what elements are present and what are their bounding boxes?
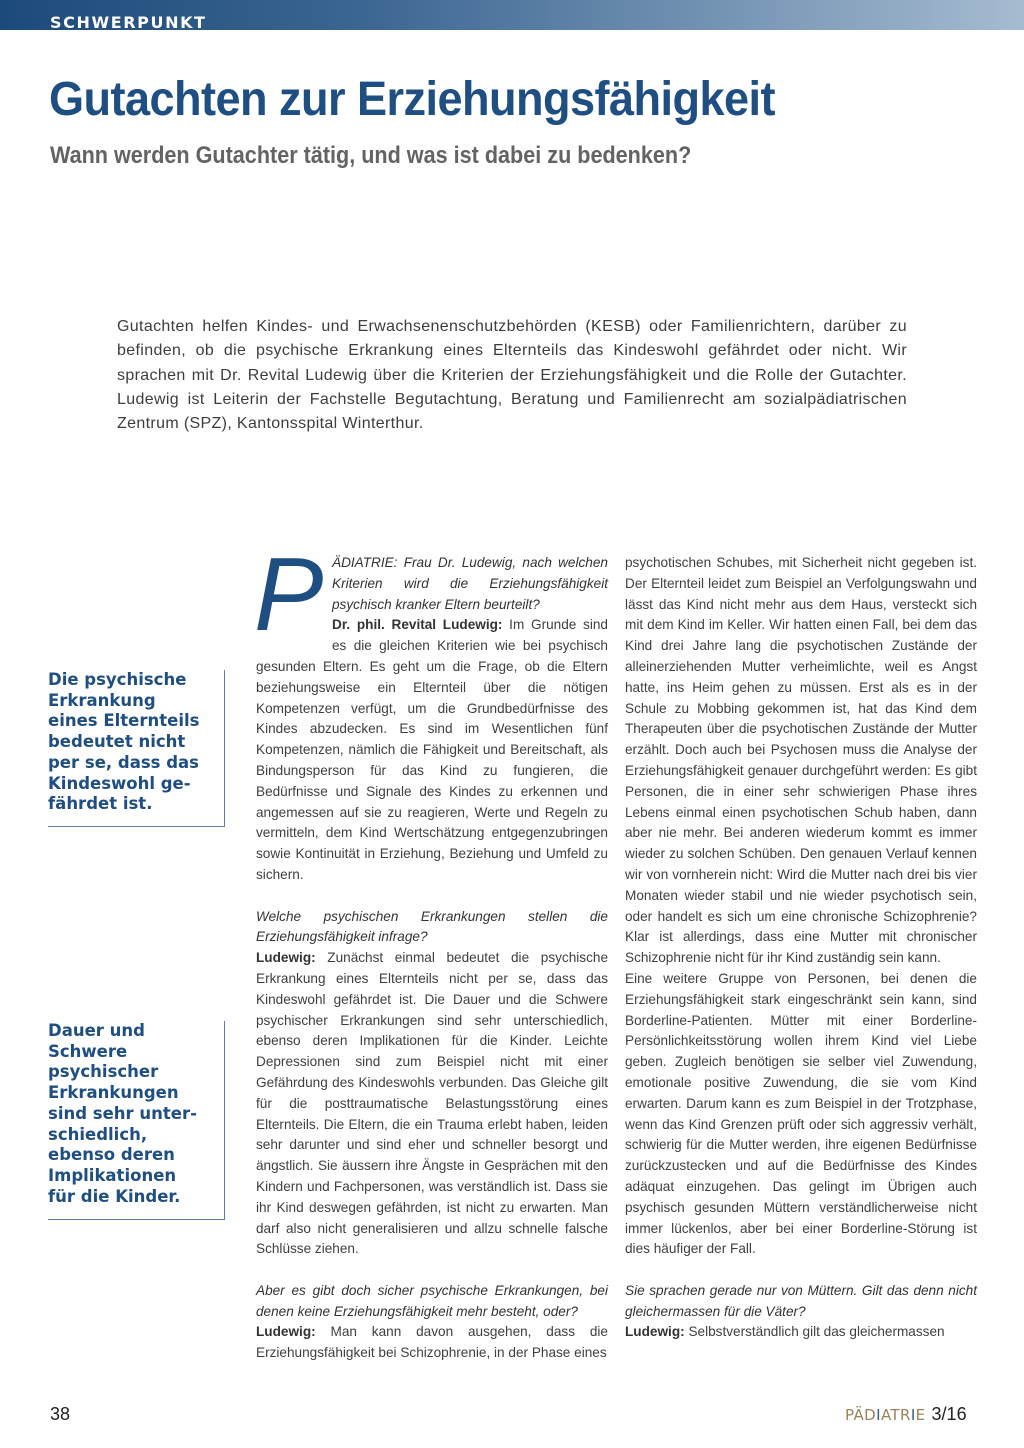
page-number: 38 xyxy=(50,1404,71,1424)
lead-paragraph: Gutachten helfen Kindes- und Erwachsenenschutzbehörden (KESB) oder Familienrichtern, darüber zu befinden, ob die psychische Erkrankung eines Elternteils das Kindeswohl gefährdet oder nicht. Wir sprachen mit Dr. Revital Ludewig über die Kriterien der Erziehungsfähigkeit und die Rolle der Gutachter. Ludewig ist Leiterin der Fachstelle Begutachtung, Beratung und Familienrecht am sozialpädiatrischen Zentrum (SPZ), Kantonsspital Winterthur. xyxy=(117,318,907,433)
speaker-label: Dr. phil. Revital Ludewig: xyxy=(332,617,503,633)
pull-quote-line: ebenso deren xyxy=(48,1145,175,1165)
answer-text: Zunächst einmal bedeutet die psychische Erkrankung eines Elternteils nicht per se, dass das Kindeswohl gefährdet ist. Die Dauer und die Schwere psychischer Erkrankungen sind sehr unterschiedlich, ebenso deren Implikationen für die Kinder. Leichte Depressionen sind zum Beispiel nicht mit einer Gefährdung des Kindeswohls verbunden. Das Gleiche gilt für die posttraumatische Belastungsstörung eines Elternteils. Die Eltern, die ein Trauma erlebt haben, leiden sehr darunter und sind eher und schneller besorgt und ängstlich. Sie äussern ihre Ängste in Gesprächen mit den Kindern und Fachpersonen, was verständlich ist. Dass sie ihr Kind deswegen gefährden, ist nicht zu erwarten. Man darf also nicht generalisieren und allzu schnelle falsche Schlüsse ziehen. xyxy=(256,950,608,1257)
pull-quote-line: für die Kinder. xyxy=(48,1186,181,1206)
brand-logo-part: ATR xyxy=(880,1406,911,1424)
interview-question: Welche psychischen Erkrankungen stellen die Erziehungsfähigkeit infrage? xyxy=(256,908,608,945)
interview-answer xyxy=(625,1322,977,1343)
drop-cap: P xyxy=(254,537,324,653)
brand-logo-part: E xyxy=(915,1406,926,1424)
answer-continuation: psychotischen Schubes, mit Sicherheit nicht gegeben ist. Der Elternteil leidet zum Beispiel an Verfolgungswahn und lässt das Kind nicht mehr aus dem Haus, versteckt sich mit dem Kind im Keller. Wir hatten einen Fall, bei dem das Kind drei Jahre lang die psychotischen Zustände der alleinerziehenden Mutter verheimlichte, weil es Angst hatte, ins Heim gehen zu müssen. Erst als es in der Schule zu Mobbing gekommen ist, hat das Kind dem Therapeuten über die psychotischen Zustände der Mutter erzählt. Doch auch bei Psychosen muss die Analyse der Erziehungsfähigkeit genauer durchgeführt werden: Es gibt Personen, die in einer sehr schwierigen Phase ihres Lebens einmal einen psychotischen Schub haben, dann aber nie mehr. Bei anderen wiederum kommt es immer wieder zu solchen Schüben. Den genauen Verlauf kennen wir von vornherein nicht: Wird die Mutter nach drei bis vier Monaten wieder stabil und nie wieder psychotisch sein, oder handelt es sich um eine chronische Schizophrenie? Klar ist allerdings, dass eine Mutter mit chronischer Schizophrenie nicht für ihr Kind zuständig sein kann. xyxy=(625,555,977,966)
answer-text: Im Grunde sind es die gleichen Kriterien wie bei psychisch gesunden Eltern. Es geht um die Frage, ob die Eltern beziehungsweise ein Elternteil über die nötigen Kompetenzen verfügt, um die Grundbedürfnisse des Kindes abzudecken. Es sind im Wesentlichen fünf Kompetenzen, nämlich die Fähigkeit und Bereitschaft, als Bindungsperson für das Kind zu fungieren, die Bedürfnisse und Signale des Kindes zu erkennen und angemessen auf sie zu reagieren, Werte und Regeln zu vermitteln, dem Kind Wertschätzung entgegenzubringen sowie Kontinuität in Erziehung, Beziehung und Umfeld zu sichern. xyxy=(256,617,608,882)
interview-question: Aber es gibt doch sicher psychische Erkrankungen, bei denen keine Erziehungsfähigkeit mehr besteht, oder? xyxy=(256,1282,608,1319)
interview-question: ÄDIATRIE: Frau Dr. Ludewig, nach welchen Kriterien wird die Erziehungsfähigkeit psychisch kranker Eltern beurteilt? xyxy=(332,555,608,612)
speaker-label: Ludewig: xyxy=(256,1324,316,1340)
pull-quote-line: Die psychische xyxy=(48,670,187,689)
pull-quote-line: schiedlich, xyxy=(48,1124,148,1144)
pull-quote-line: sind sehr unter- xyxy=(48,1103,197,1123)
pull-quote-line: Erkrankung xyxy=(48,690,156,710)
answer-paragraph: Eine weitere Gruppe von Personen, bei denen die Erziehungsfähigkeit stark eingeschränkt sein kann, sind Borderline-Patienten. Mütter mit einer Borderline-Persönlichkeitsstörung wollen ihrem Kind viel Liebe geben. Zugleich benötigen sie selber viel Zuwendung, emotionale positive Zuwendung, die sie vom Kind erwarten. Darum kann es zum Beispiel in der Trotzphase, wenn das Kind Grenzen prüft oder sich aggressiv verhält, schwierig für die Mutter werden, ihre eigenen Bedürfnisse zurückzustecken und auf die Bedürfnisse des Kindes adäquat einzugehen. Das gelingt im Übrigen auch psychisch gesunden Müttern verständlicherweise nicht immer lückenlos, aber bei einer Borderline-Störung ist dies häufiger der Fall. xyxy=(625,970,977,1257)
article-title: Gutachten zur Erziehungsfähigkeit xyxy=(49,73,775,126)
section-label: SCHWERPUNKT xyxy=(50,13,207,30)
article-subtitle: Wann werden Gutachter tätig, und was ist dabei zu bedenken? xyxy=(50,142,692,169)
text-column-1 xyxy=(254,537,608,1364)
speaker-label: Ludewig: xyxy=(625,1324,685,1340)
pull-quote xyxy=(48,1021,225,1220)
speaker-label: Ludewig: xyxy=(256,950,316,966)
answer-text: Selbstverständlich gilt das gleichermassen xyxy=(688,1324,945,1340)
pull-quote-line: Kindeswohl ge- xyxy=(48,773,191,793)
pull-quote-line: Erkrankungen xyxy=(48,1083,179,1103)
pull-quote-line: eines Elternteils xyxy=(48,711,200,731)
section-header-band xyxy=(0,0,1024,30)
pull-quote-line: psychischer xyxy=(48,1062,159,1082)
pull-quote xyxy=(48,670,225,827)
pull-quote-line: bedeutet nicht xyxy=(48,732,186,752)
interview-question: Sie sprachen gerade nur von Müttern. Gilt das denn nicht gleichermassen für die Väter? xyxy=(625,1282,977,1319)
brand-logo-part: I xyxy=(910,1406,916,1424)
brand-logo-part: PÄD xyxy=(845,1406,877,1424)
interview-answer xyxy=(256,948,608,1260)
pull-quote-line: Schwere xyxy=(48,1041,128,1061)
pull-quote-line: Implikationen xyxy=(48,1165,177,1185)
journal-brand xyxy=(845,1404,967,1425)
issue-number: 3/16 xyxy=(931,1404,967,1424)
pull-quote-line: Dauer und xyxy=(48,1021,145,1040)
text-column-2 xyxy=(625,553,977,1343)
pull-quote-line: fährdet ist. xyxy=(48,794,153,814)
interview-answer xyxy=(256,615,608,885)
answer-text: Man kann davon ausgehen, dass die Erziehungsfähigkeit bei Schizophrenie, in der Phase eines xyxy=(256,1324,608,1361)
interview-answer xyxy=(256,1322,608,1364)
pull-quote-line: per se, dass das xyxy=(48,752,200,772)
brand-logo-part: I xyxy=(876,1406,881,1424)
